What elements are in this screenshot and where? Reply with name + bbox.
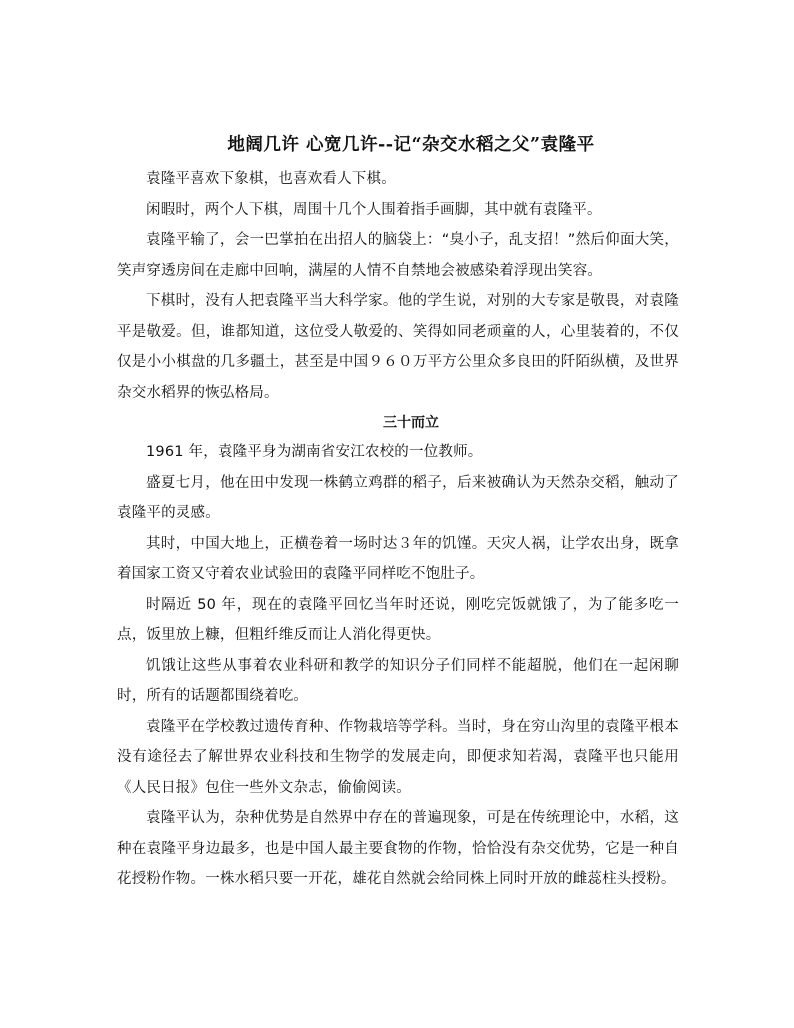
paragraph-section-6: 袁隆平在学校教过遗传育种、作物栽培等学科。当时，身在穷山沟里的袁隆平根本没有途径去了解世界农业科技和生物学的发展走向，即便求知若渴，袁隆平也只能用《人民日报》包住一些外文杂志，偷偷阅读。 [117,718,679,796]
paragraph-section-4: 时隔近 50 年，现在的袁隆平回忆当年时还说，刚吃完饭就饿了，为了能多吃一点，饭里放上糠，但粗纤维反而让人消化得更快。 [117,596,679,643]
paragraph-intro-2: 闲暇时，两个人下棋，周围十几个人围着指手画脚，其中就有袁隆平。 [146,201,602,218]
paragraph-intro-4: 下棋时，没有人把袁隆平当大科学家。他的学生说，对别的大专家是敬畏，对袁隆平是敬爱。但，谁都知道，这位受人敬爱的、笑得如同老顽童的人，心里装着的，不仅仅是小小棋盘的几多疆土，甚至是中国９６０万平方公里众多良田的阡陌纵横，及世界杂交水稻界的恢弘格局。 [117,293,679,401]
paragraph-intro-1: 袁隆平喜欢下象棋，也喜欢看人下棋。 [146,171,396,187]
paragraph-section-2: 盛夏七月，他在田中发现一株鹤立鸡群的稻子，后来被确认为天然杂交稻，触动了袁隆平的灵感。 [117,474,679,521]
section-heading: 三十而立 [383,415,439,431]
paragraph-section-5: 饥饿让这些从事着农业科研和教学的知识分子们同样不能超脱，他们在一起闲聊时，所有的话题都围绕着吃。 [117,657,679,704]
paragraph-section-3: 其时，中国大地上，正横卷着一场时达３年的饥馑。天灾人祸，让学农出身，既拿着国家工资又守着农业试验田的袁隆平同样吃不饱肚子。 [117,535,679,582]
paragraph-section-1: 1961 年，袁隆平身为湖南省安江农校的一位教师。 [146,444,483,460]
paragraph-intro-3: 袁隆平输了，会一巴掌拍在出招人的脑袋上：“臭小子，乱支招！”然后仰面大笑，笑声穿透房间在走廊中回响，满屋的人情不自禁地会被感染着浮现出笑容。 [117,232,679,279]
document-title: 地阔几许 心宽几许--记“杂交水稻之父”袁隆平 [227,135,595,155]
document-page [117,132,679,895]
paragraph-section-7: 袁隆平认为，杂种优势是自然界中存在的普遍现象，可是在传统理论中，水稻，这种在袁隆平身边最多，也是中国人最主要食物的作物，恰恰没有杂交优势，它是一种自花授粉作物。一株水稻只要一开花，雄花自然就会给同株上同时开放的雌蕊柱头授粉。 [117,810,679,887]
